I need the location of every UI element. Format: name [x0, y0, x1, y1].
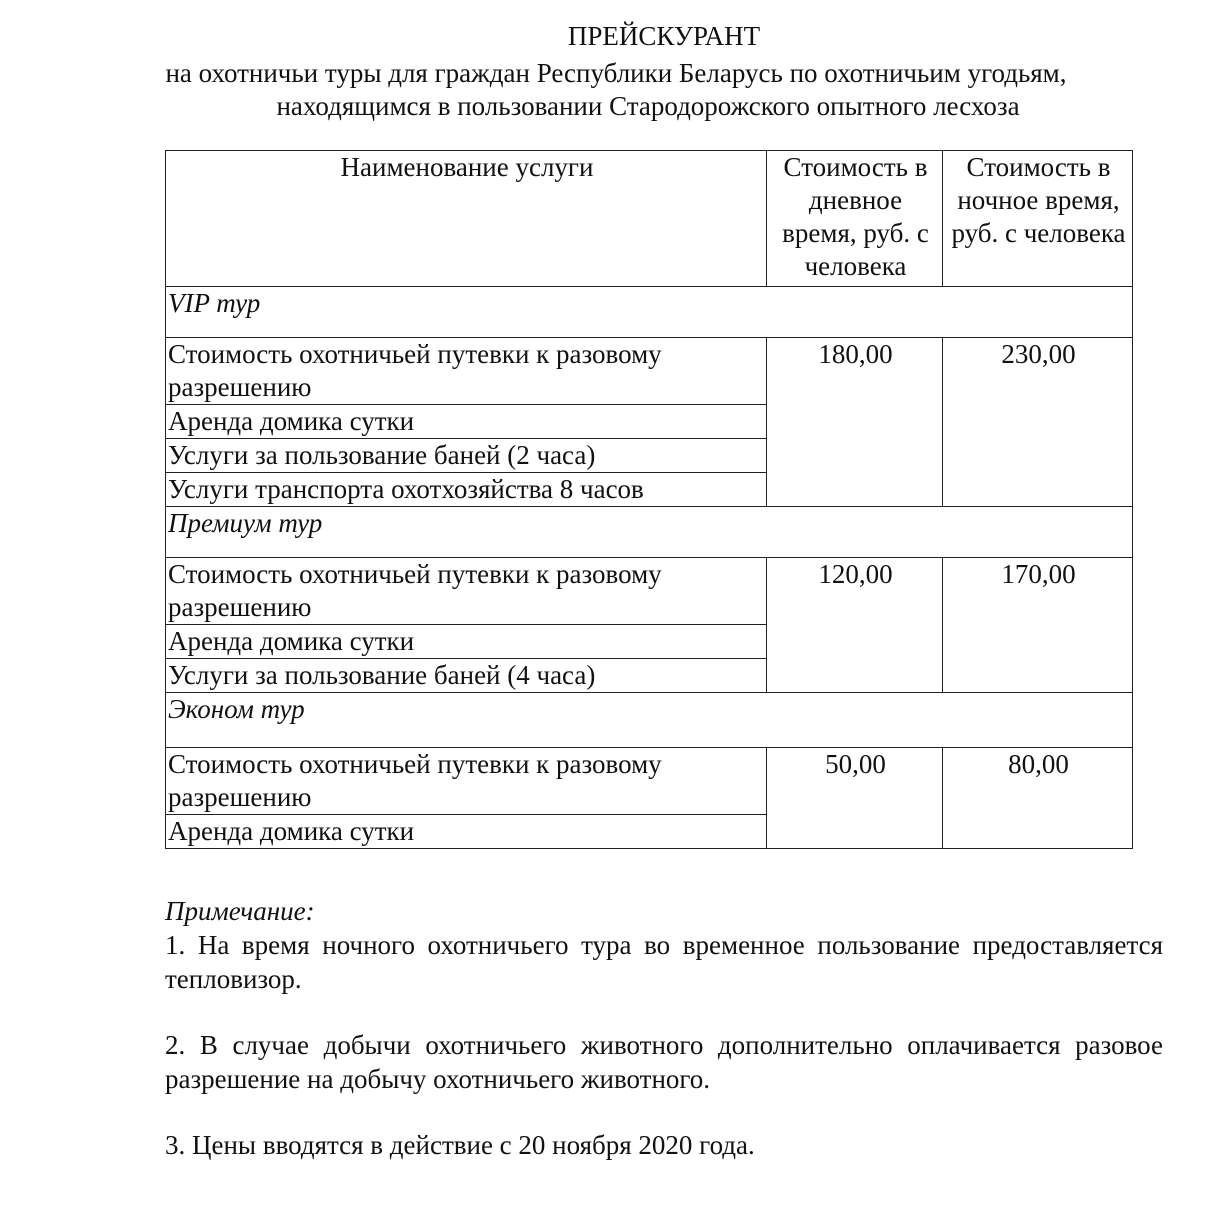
notes-label: Примечание: [165, 896, 315, 926]
note-item-2: 2. В случае добычи охотничьего животного дополнительно оплачивается разовое разрешение на добычу охотничьего животного. [165, 1030, 1163, 1094]
section-row-premium [166, 507, 1133, 558]
service-cell: Стоимость охотничьей путевки к разовому разрешению [166, 748, 767, 815]
column-header-service: Наименование услуги [166, 151, 767, 287]
table-row [166, 558, 1133, 625]
day-price-cell: 120,00 [767, 558, 943, 693]
document-title: ПРЕЙСКУРАНТ [567, 21, 761, 51]
table-row [166, 748, 1133, 815]
notes-block [165, 894, 1163, 1162]
service-cell: Услуги за пользование баней (4 часа) [166, 659, 767, 693]
table-row [166, 338, 1133, 405]
section-title-vip: VIP тур [166, 287, 1133, 338]
column-header-day-price: Стоимость в дневное время, руб. с человека [767, 151, 943, 287]
note-item-3: 3. Цены вводятся в действие с 20 ноября 2020 года. [165, 1130, 755, 1160]
night-price-cell: 170,00 [943, 558, 1133, 693]
document-subtitle-line2: находящимся в пользовании Стародорожского опытного лесхоза [276, 91, 1020, 121]
column-header-night-price: Стоимость в ночное время, руб. с человека [943, 151, 1133, 287]
service-cell: Аренда домика сутки [166, 815, 767, 849]
section-title-premium: Премиум тур [166, 507, 1133, 558]
section-title-econom: Эконом тур [166, 693, 1133, 748]
document-subtitle-line1: на охотничьи туры для граждан Республики Беларусь по охотничьим угодьям, [165, 58, 1067, 88]
service-cell: Услуги за пользование баней (2 часа) [166, 439, 767, 473]
night-price-cell: 230,00 [943, 338, 1133, 507]
night-price-cell: 80,00 [943, 748, 1133, 849]
service-cell: Услуги транспорта охотхозяйства 8 часов [166, 473, 767, 507]
service-cell: Стоимость охотничьей путевки к разовому разрешению [166, 558, 767, 625]
service-cell: Стоимость охотничьей путевки к разовому разрешению [166, 338, 767, 405]
note-item-1: 1. На время ночного охотничьего тура во временное пользование предоставляется тепловизор. [165, 930, 1163, 994]
section-row-vip [166, 287, 1133, 338]
day-price-cell: 50,00 [767, 748, 943, 849]
section-row-econom [166, 693, 1133, 748]
service-cell: Аренда домика сутки [166, 625, 767, 659]
price-table [165, 150, 1133, 849]
service-cell: Аренда домика сутки [166, 405, 767, 439]
table-header-row [166, 151, 1133, 287]
day-price-cell: 180,00 [767, 338, 943, 507]
